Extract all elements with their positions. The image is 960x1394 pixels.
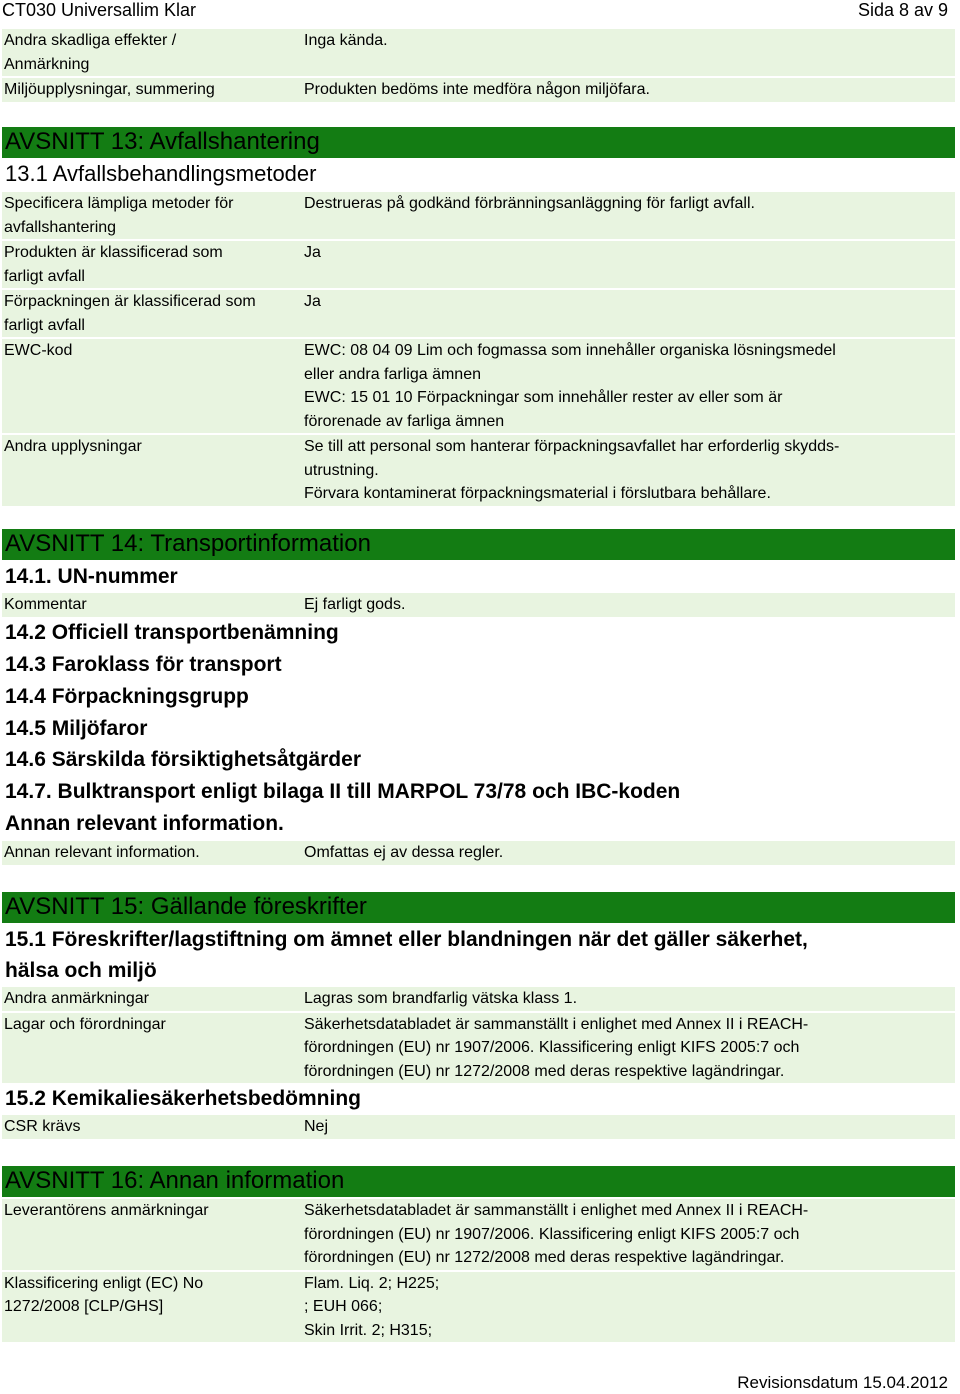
- label-line: Andra skadliga effekter /: [4, 32, 177, 49]
- label-line: Förpackningen är klassificerad som: [4, 293, 256, 310]
- table-row: [2, 841, 955, 865]
- row-value: [300, 593, 955, 617]
- row-value: [300, 435, 955, 506]
- row-label: [2, 841, 300, 865]
- section-13-title: AVSNITT 13: Avfallshantering: [5, 128, 320, 155]
- subsection-14-4-title: 14.4 Förpackningsgrupp: [5, 685, 249, 708]
- row-value: [300, 290, 955, 337]
- subsection-14-5-title: 14.5 Miljöfaror: [5, 717, 148, 740]
- label-line: Anmärkning: [4, 55, 90, 73]
- value-line: förordningen (EU) nr 1272/2008 med deras respektive lagändringar.: [304, 1062, 785, 1080]
- row-label: [2, 241, 300, 288]
- row-value: [300, 1272, 955, 1343]
- value-line: utrustning.: [304, 461, 379, 479]
- row-label: [2, 29, 300, 76]
- table-row: [2, 435, 955, 506]
- value-line: Flam. Liq. 2; H225;: [304, 1274, 440, 1292]
- label-line: Produkten är klassificerad som: [4, 244, 223, 261]
- label-line: Lagar och förordningar: [4, 1015, 166, 1033]
- row-value: [300, 78, 955, 102]
- section-16-title: AVSNITT 16: Annan information: [5, 1167, 345, 1194]
- row-value: [300, 192, 955, 239]
- value-line: Säkerhetsdatabladet är sammanställt i enlighet med Annex II i REACH-: [304, 1015, 809, 1033]
- row-label: [2, 290, 300, 337]
- section-14-other-table: [2, 839, 955, 867]
- section-13-table: [2, 190, 955, 508]
- row-label: [2, 987, 300, 1011]
- subsection-13-1-title: 13.1 Avfallsbehandlingsmetoder: [5, 161, 317, 186]
- label-line: 1272/2008 [CLP/GHS]: [4, 1298, 164, 1315]
- section-14-title: AVSNITT 14: Transportinformation: [5, 530, 371, 557]
- subsection-14-6-title: 14.6 Särskilda försiktighetsåtgärder: [5, 748, 361, 771]
- row-value: [300, 987, 955, 1011]
- section-16-table: [2, 1197, 955, 1344]
- label-line: Andra upplysningar: [4, 438, 142, 455]
- section-15-title: AVSNITT 15: Gällande föreskrifter: [5, 893, 367, 920]
- label-line: Specificera lämpliga metoder för: [4, 195, 234, 212]
- section-15-2-table: [2, 1113, 955, 1141]
- value-line: förorenade av farliga ämnen: [304, 412, 505, 430]
- row-label: [2, 593, 300, 617]
- table-row: [2, 1115, 955, 1139]
- row-value: [300, 241, 955, 288]
- section-15-1-table: [2, 985, 955, 1085]
- label-line: CSR krävs: [4, 1118, 81, 1135]
- value-line: Ej farligt gods.: [304, 596, 406, 613]
- revision-date: Revisionsdatum 15.04.2012: [737, 1373, 948, 1392]
- label-line: avfallshantering: [4, 218, 117, 236]
- value-line: Skin Irrit. 2; H315;: [304, 1321, 433, 1339]
- label-line: EWC-kod: [4, 342, 73, 359]
- subsection-14-2-title: 14.2 Officiell transportbenämning: [5, 621, 339, 644]
- subsection-14-7-title: 14.7. Bulktransport enligt bilaga II till MARPOL 73/78 och IBC-koden: [5, 780, 681, 803]
- section-14-1-table: [2, 591, 955, 619]
- value-line: ; EUH 066;: [304, 1298, 383, 1315]
- value-line: förordningen (EU) nr 1907/2006. Klassificering enligt KIFS 2005:7 och: [304, 1225, 800, 1243]
- value-line: Nej: [304, 1118, 329, 1135]
- document-title: CT030 Universallim Klar: [2, 0, 197, 20]
- table-row: [2, 290, 955, 337]
- row-label: [2, 1272, 300, 1343]
- page-number: Sida 8 av 9: [857, 0, 948, 20]
- label-line: Andra anmärkningar: [4, 990, 149, 1007]
- subsection-14-3-title: 14.3 Faroklass för transport: [5, 653, 282, 676]
- section-12-table: [2, 27, 955, 104]
- value-line: Lagras som brandfarlig vätska klass 1.: [304, 990, 578, 1007]
- subsection-other-info-title: Annan relevant information.: [5, 812, 284, 835]
- subsection-15-1-title-line1: 15.1 Föreskrifter/lagstiftning om ämnet eller blandningen när det gäller säkerhet,: [5, 928, 808, 951]
- value-line: Destrueras på godkänd förbränningsanläggning för farligt avfall.: [304, 195, 755, 212]
- table-row: [2, 987, 955, 1011]
- row-value: [300, 1115, 955, 1139]
- subsection-15-1-title-line2: hälsa och miljö: [5, 959, 157, 982]
- value-line: Produkten bedöms inte medföra någon miljöfara.: [304, 81, 650, 98]
- table-row: [2, 339, 955, 433]
- label-line: Miljöupplysningar, summering: [4, 81, 215, 98]
- value-line: Se till att personal som hanterar förpackningsavfallet har erforderlig skydds-: [304, 438, 840, 455]
- row-label: [2, 1115, 300, 1139]
- value-line: förordningen (EU) nr 1272/2008 med deras respektive lagändringar.: [304, 1249, 785, 1266]
- label-line: Kommentar: [4, 596, 87, 613]
- value-line: EWC: 08 04 09 Lim och fogmassa som innehåller organiska lösningsmedel: [304, 342, 836, 359]
- value-line: Ja: [304, 293, 321, 310]
- table-row: [2, 1272, 955, 1343]
- row-value: [300, 1013, 955, 1084]
- value-line: Förvara kontaminerat förpackningsmaterial i förslutbara behållare.: [304, 485, 771, 502]
- row-label: [2, 192, 300, 239]
- row-label: [2, 1013, 300, 1084]
- subsection-14-1-title: 14.1. UN-nummer: [5, 565, 178, 588]
- table-row: [2, 192, 955, 239]
- value-line: eller andra farliga ämnen: [304, 365, 481, 383]
- value-line: EWC: 15 01 10 Förpackningar som innehåller rester av eller som är: [304, 389, 783, 406]
- value-line: Ja: [304, 244, 321, 261]
- row-label: [2, 339, 300, 433]
- row-label: [2, 435, 300, 506]
- table-row: [2, 593, 955, 617]
- row-label: [2, 78, 300, 102]
- label-line: farligt avfall: [4, 316, 85, 334]
- label-line: Klassificering enligt (EC) No: [4, 1274, 204, 1292]
- value-line: Säkerhetsdatabladet är sammanställt i enlighet med Annex II i REACH-: [304, 1202, 809, 1219]
- table-row: [2, 29, 955, 76]
- label-line: Leverantörens anmärkningar: [4, 1202, 209, 1219]
- row-value: [300, 1199, 955, 1270]
- row-value: [300, 339, 955, 433]
- value-line: Omfattas ej av dessa regler.: [304, 844, 504, 861]
- table-row: [2, 241, 955, 288]
- label-line: Annan relevant information.: [4, 844, 200, 861]
- value-line: Inga kända.: [304, 32, 388, 49]
- subsection-15-2-title: 15.2 Kemikaliesäkerhetsbedömning: [5, 1087, 361, 1110]
- table-row: [2, 1013, 955, 1084]
- table-row: [2, 1199, 955, 1270]
- row-value: [300, 841, 955, 865]
- row-value: [300, 29, 955, 76]
- row-label: [2, 1199, 300, 1270]
- value-line: förordningen (EU) nr 1907/2006. Klassificering enligt KIFS 2005:7 och: [304, 1039, 800, 1056]
- label-line: farligt avfall: [4, 267, 85, 285]
- table-row: [2, 78, 955, 102]
